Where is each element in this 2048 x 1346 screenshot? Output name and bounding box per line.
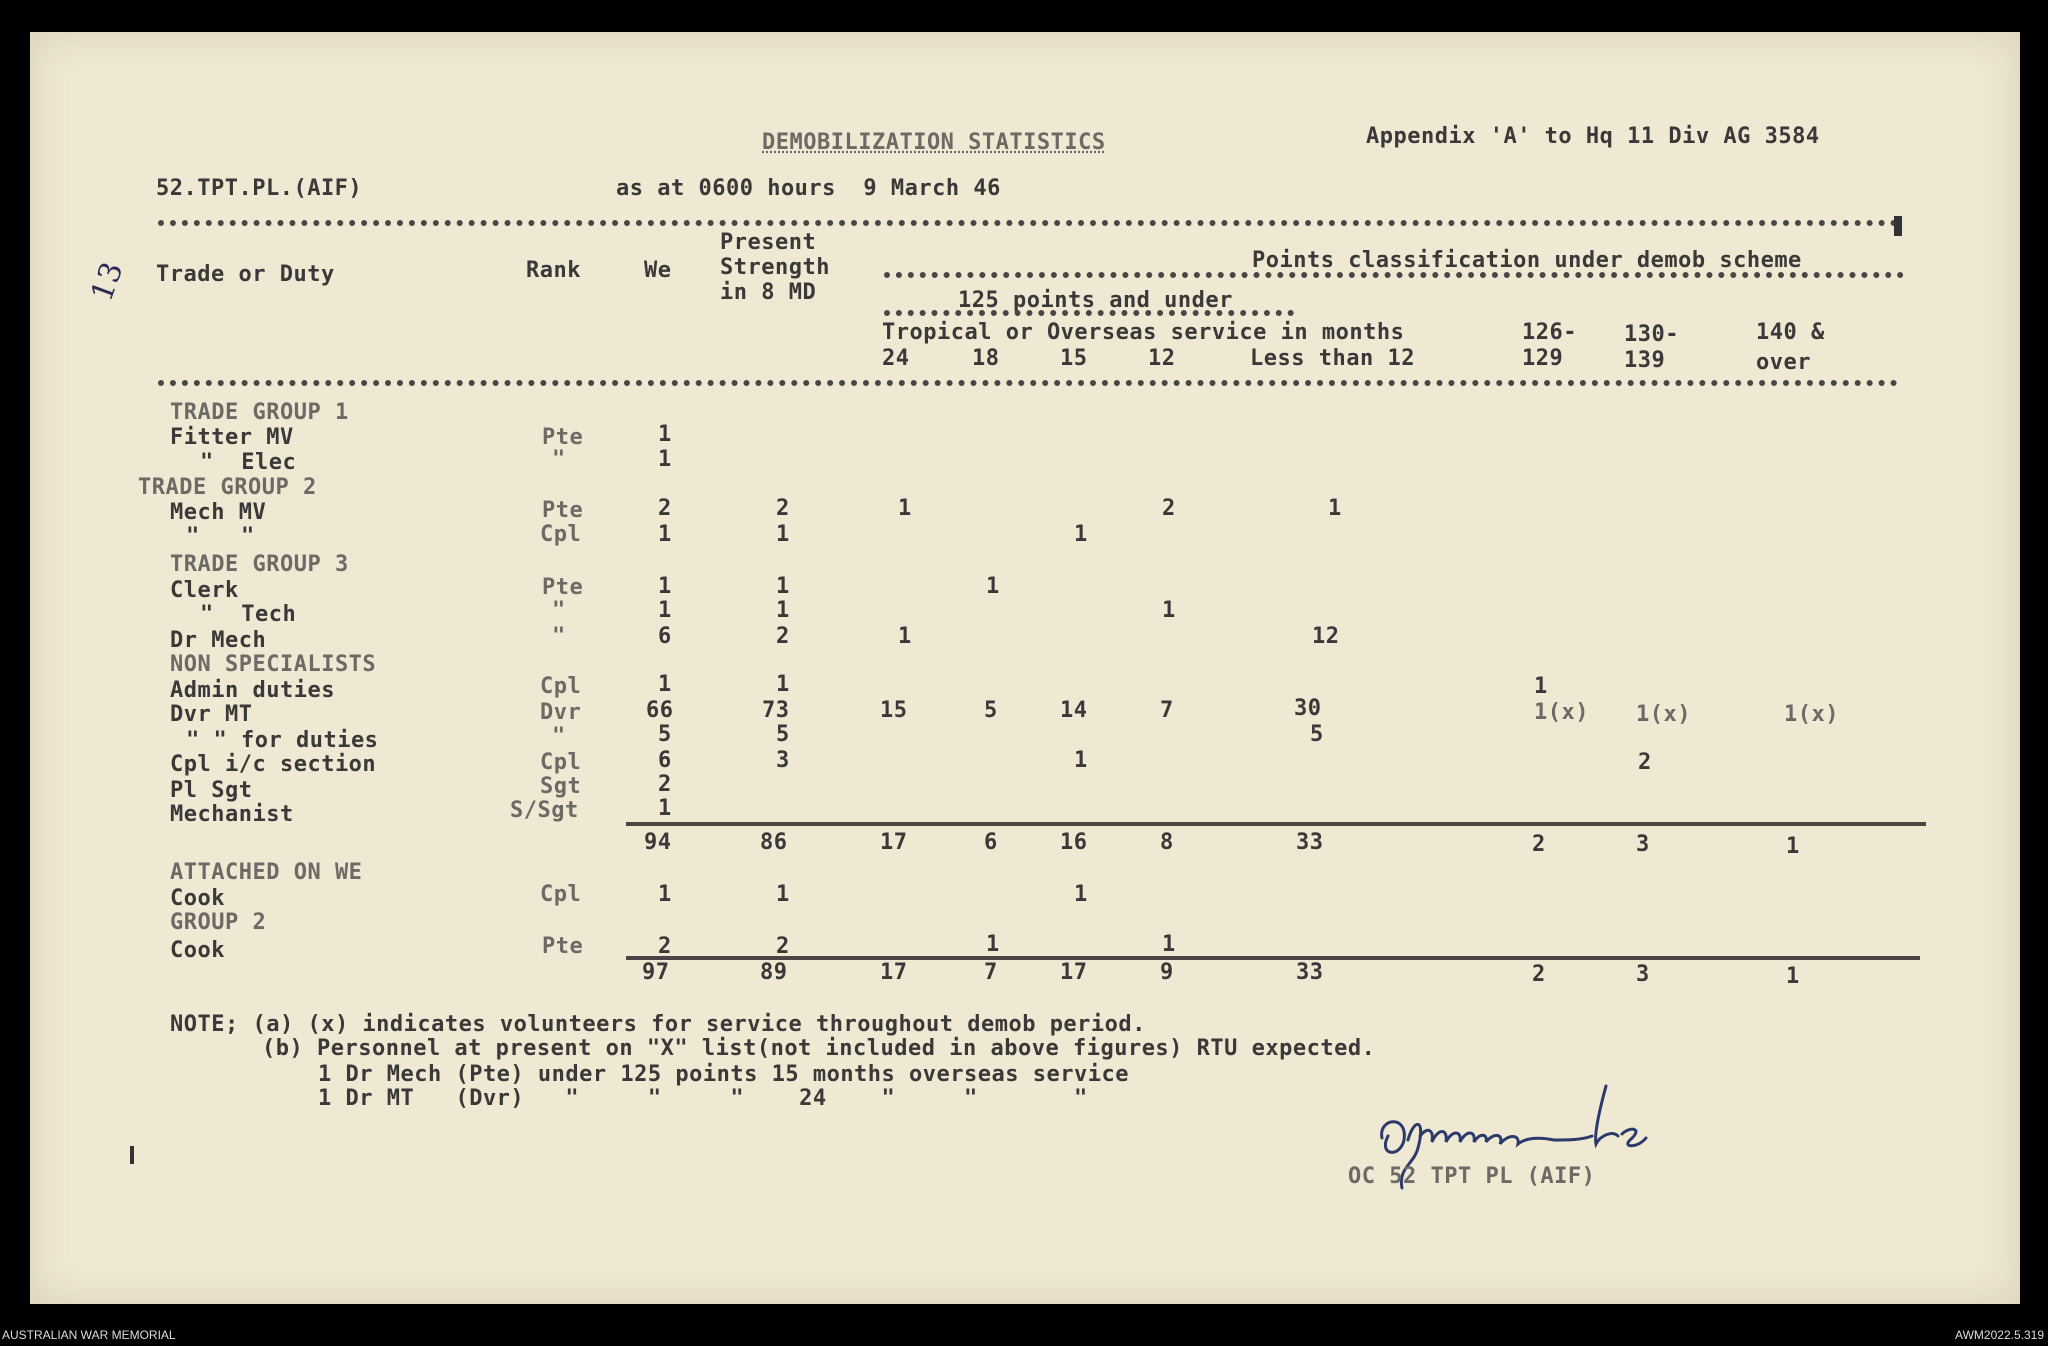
rank-cell: Pte <box>542 575 584 600</box>
subtotal-present-strength: 86 <box>760 830 788 855</box>
col-12-cell: 1 <box>1162 932 1176 957</box>
we-cell: 1 <box>658 447 672 472</box>
paper-mark <box>1894 216 1902 236</box>
col-15-cell: 14 <box>1060 698 1088 723</box>
trade-cell: " " for duties <box>186 728 379 753</box>
trade-cell: " Tech <box>200 602 297 627</box>
col-18-cell: 1 <box>986 574 1000 599</box>
we-cell: 1 <box>658 574 672 599</box>
col-18-cell: 1 <box>986 932 1000 957</box>
col-15-cell: 1 <box>1074 748 1088 773</box>
col-130-139-cell: 2 <box>1638 750 1652 775</box>
trade-cell: Mechanist <box>170 802 294 827</box>
header-present: Present <box>720 230 817 255</box>
note-a: NOTE; (a) (x) indicates volunteers for service throughout demob period. <box>170 1012 1146 1037</box>
we-cell: 6 <box>658 624 672 649</box>
we-cell: 66 <box>646 698 674 723</box>
col-126-129-cell: 1(x) <box>1534 700 1589 725</box>
col-12-cell: 2 <box>1162 496 1176 521</box>
unit-name: 52.TPT.PL.(AIF) <box>156 176 363 201</box>
header-rank: Rank <box>526 258 581 283</box>
subtotal-col-12: 8 <box>1160 830 1174 855</box>
present-strength-cell: 1 <box>776 522 790 547</box>
subtotal-col-130-139: 3 <box>1636 832 1650 857</box>
less-than-12-cell: 5 <box>1310 722 1324 747</box>
total-col-130-139: 3 <box>1636 962 1650 987</box>
rank-cell: Pte <box>542 934 584 959</box>
col-12-cell: 7 <box>1160 698 1174 723</box>
rank-cell: " <box>552 447 566 472</box>
col-130-139-cell: 1(x) <box>1636 702 1691 727</box>
header-strength: Strength <box>720 255 830 280</box>
present-strength-cell: 2 <box>776 496 790 521</box>
appendix-reference: Appendix 'A' to Hq 11 Div AG 3584 <box>1366 124 1820 149</box>
present-strength-cell: 2 <box>776 624 790 649</box>
col-24-cell: 1 <box>898 496 912 521</box>
note-b: (b) Personnel at present on "X" list(not included in above figures) RTU expected. <box>262 1036 1376 1061</box>
we-cell: 2 <box>658 772 672 797</box>
rank-cell: Pte <box>542 498 584 523</box>
header-140-over-a: 140 & <box>1756 320 1825 345</box>
we-cell: 5 <box>658 722 672 747</box>
less-than-12-cell: 1 <box>1328 496 1342 521</box>
subtotal-we: 94 <box>644 830 672 855</box>
total-col-15: 17 <box>1060 960 1088 985</box>
col-126-129-cell: 1 <box>1534 674 1548 699</box>
present-strength-cell: 1 <box>776 574 790 599</box>
header-tropical-service: Tropical or Overseas service in months <box>882 320 1405 345</box>
header-126-129-a: 126- <box>1522 320 1577 345</box>
header-in-8-md: in 8 MD <box>720 280 817 305</box>
col-12-cell: 1 <box>1162 598 1176 623</box>
present-strength-cell: 1 <box>776 672 790 697</box>
header-col-12: 12 <box>1148 346 1176 371</box>
total-col-126-129: 2 <box>1532 962 1546 987</box>
we-cell: 1 <box>658 598 672 623</box>
we-cell: 2 <box>658 496 672 521</box>
points-divider <box>884 272 1904 278</box>
group-heading: ATTACHED ON WE <box>170 860 363 885</box>
we-cell: 1 <box>658 882 672 907</box>
rank-cell: Sgt <box>540 774 582 799</box>
trade-cell: " Elec <box>200 450 297 475</box>
rank-cell: S/Sgt <box>510 798 579 823</box>
as-at-date: as at 0600 hours 9 March 46 <box>616 176 1001 201</box>
present-strength-cell: 73 <box>762 698 790 723</box>
col-15-cell: 1 <box>1074 522 1088 547</box>
subtotal-rule <box>626 822 1926 826</box>
header-col-24: 24 <box>882 346 910 371</box>
total-less-than-12: 33 <box>1296 960 1324 985</box>
trade-cell: Cpl i/c section <box>170 752 377 777</box>
header-trade-or-duty: Trade or Duty <box>156 262 335 287</box>
group-heading: GROUP 2 <box>170 910 267 935</box>
we-cell: 1 <box>658 522 672 547</box>
we-cell: 6 <box>658 748 672 773</box>
total-col-18: 7 <box>984 960 998 985</box>
subtotal-less-than-12: 33 <box>1296 830 1324 855</box>
group-heading: TRADE GROUP 2 <box>138 475 317 500</box>
total-col-24: 17 <box>880 960 908 985</box>
subtotal-col-24: 17 <box>880 830 908 855</box>
trade-cell: Cook <box>170 938 225 963</box>
rank-cell: Dvr <box>540 700 582 725</box>
header-130-139-b: 139 <box>1624 348 1666 373</box>
rank-cell: " <box>552 724 566 749</box>
trade-cell: Admin duties <box>170 678 335 703</box>
less-than-12-cell: 30 <box>1294 696 1322 721</box>
header-divider-top <box>158 220 1898 226</box>
present-strength-cell: 2 <box>776 934 790 959</box>
subtotal-col-18: 6 <box>984 830 998 855</box>
rank-cell: Cpl <box>540 750 582 775</box>
present-strength-cell: 3 <box>776 748 790 773</box>
signature-block: OC 52 TPT PL (AIF) <box>1348 1164 1596 1189</box>
paper-mark <box>130 1146 134 1164</box>
col-24-cell: 15 <box>880 698 908 723</box>
total-col-12: 9 <box>1160 960 1174 985</box>
total-present-strength: 89 <box>760 960 788 985</box>
less-than-12-cell: 12 <box>1312 624 1340 649</box>
document-title: DEMOBILIZATION STATISTICS <box>762 130 1106 155</box>
we-cell: 2 <box>658 934 672 959</box>
group-heading: TRADE GROUP 3 <box>170 552 349 577</box>
header-col-18: 18 <box>972 346 1000 371</box>
trade-cell: Mech MV <box>170 500 267 525</box>
header-we: We <box>644 258 672 283</box>
trade-cell: Dvr MT <box>170 702 253 727</box>
trade-cell: Cook <box>170 886 225 911</box>
total-col-140-over: 1 <box>1786 964 1800 989</box>
present-strength-cell: 1 <box>776 882 790 907</box>
col-24-cell: 1 <box>898 624 912 649</box>
col-18-cell: 5 <box>984 698 998 723</box>
present-strength-cell: 1 <box>776 598 790 623</box>
present-strength-cell: 5 <box>776 722 790 747</box>
we-cell: 1 <box>658 422 672 447</box>
header-less-than-12: Less than 12 <box>1250 346 1415 371</box>
total-rule <box>626 956 1920 960</box>
rank-cell: Pte <box>542 425 584 450</box>
margin-note: 13 <box>84 257 131 306</box>
trade-cell: Dr Mech <box>170 628 267 653</box>
col-140-over-cell: 1(x) <box>1784 702 1839 727</box>
header-points-classification: Points classification under demob scheme <box>1252 248 1802 273</box>
group-heading: TRADE GROUP 1 <box>170 400 349 425</box>
group-heading: NON SPECIALISTS <box>170 652 377 677</box>
trade-cell: Fitter MV <box>170 425 294 450</box>
we-cell: 1 <box>658 796 672 821</box>
note-b-line-2: 1 Dr MT (Dvr) " " " 24 " " " <box>318 1086 1088 1111</box>
subtotal-col-126-129: 2 <box>1532 832 1546 857</box>
footer-accession: AWM2022.5.319 <box>1955 1328 2044 1342</box>
header-140-over-b: over <box>1756 350 1811 375</box>
col-15-cell: 1 <box>1074 882 1088 907</box>
header-125-points: 125 points and under <box>958 288 1233 313</box>
rank-cell: Cpl <box>540 522 582 547</box>
trade-cell: " " <box>186 524 255 549</box>
header-130-139-a: 130- <box>1624 322 1679 347</box>
subtotal-col-15: 16 <box>1060 830 1088 855</box>
we-cell: 1 <box>658 672 672 697</box>
under125-divider <box>884 310 1294 316</box>
trade-cell: Clerk <box>170 578 239 603</box>
note-b-line-1: 1 Dr Mech (Pte) under 125 points 15 months overseas service <box>318 1062 1129 1087</box>
header-col-15: 15 <box>1060 346 1088 371</box>
subtotal-col-140-over: 1 <box>1786 834 1800 859</box>
header-126-129-b: 129 <box>1522 346 1564 371</box>
rank-cell: Cpl <box>540 674 582 699</box>
rank-cell: Cpl <box>540 882 582 907</box>
trade-cell: Pl Sgt <box>170 778 253 803</box>
rank-cell: " <box>552 598 566 623</box>
header-divider-bottom <box>158 380 1898 386</box>
total-we: 97 <box>642 960 670 985</box>
footer-source: AUSTRALIAN WAR MEMORIAL <box>2 1328 176 1342</box>
rank-cell: " <box>552 624 566 649</box>
